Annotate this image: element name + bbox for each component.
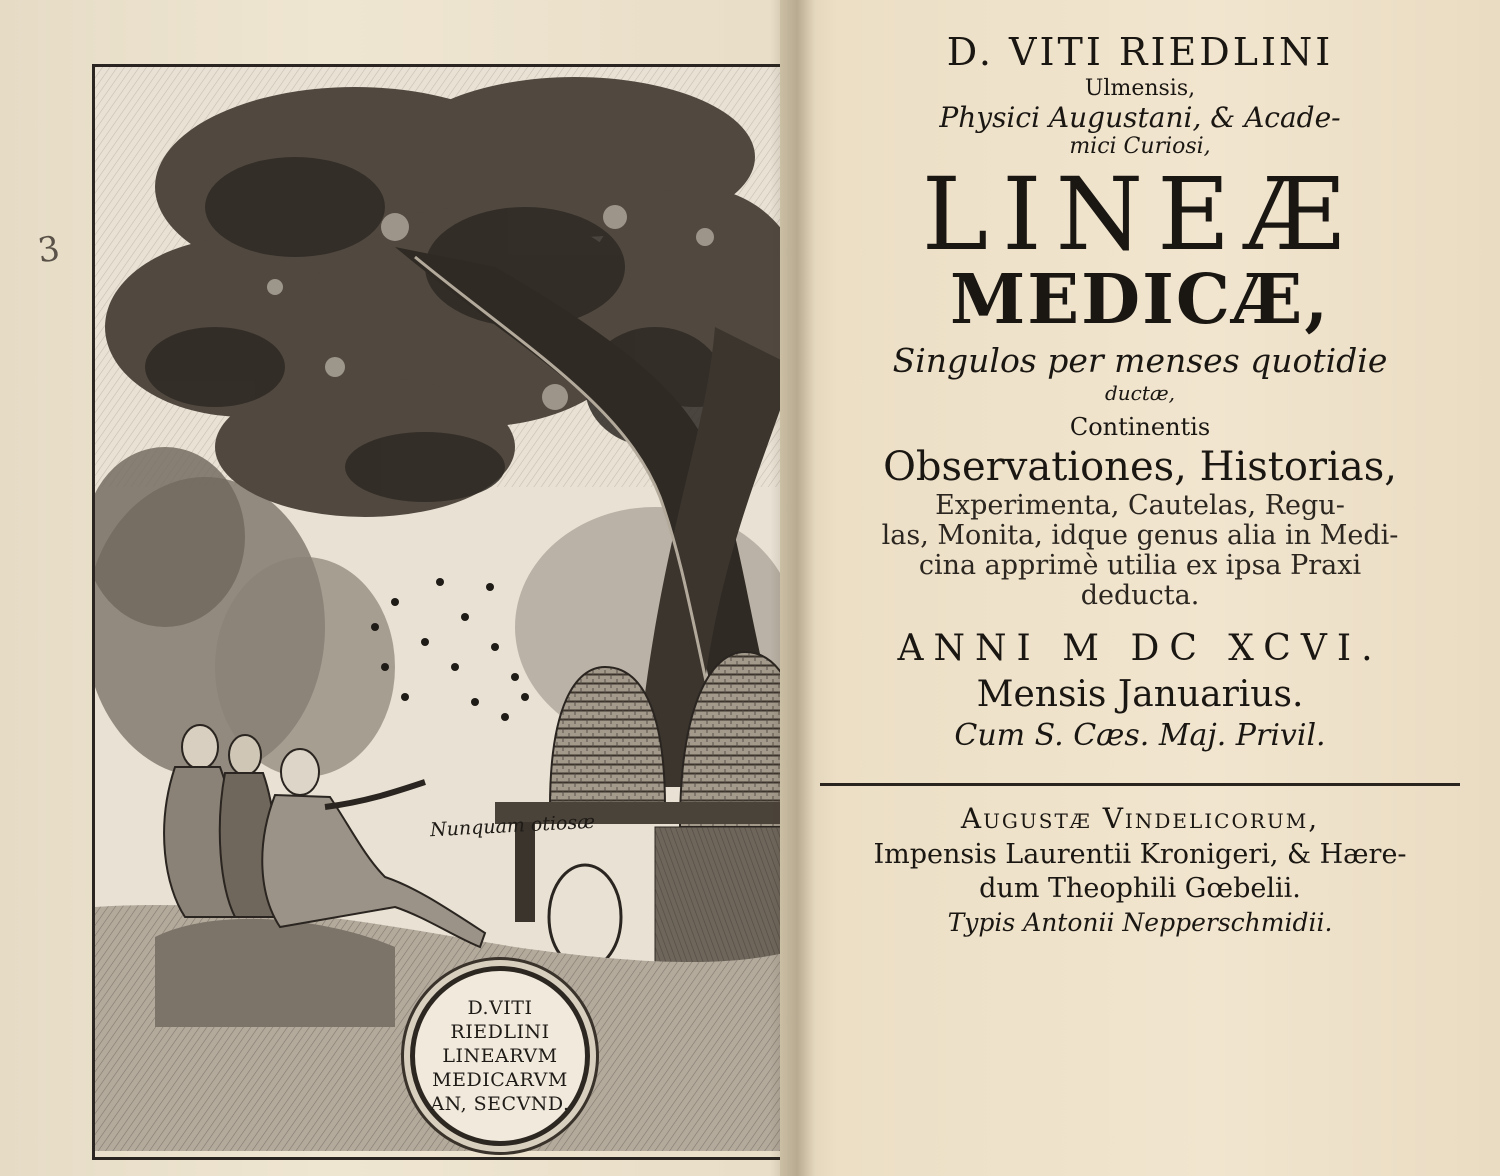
medallion-line: RIEDLINI	[450, 1021, 550, 1043]
engraving-medallion	[410, 966, 590, 1146]
publication-year: ANNI M DC XCVI.	[897, 628, 1383, 669]
contents-line: las, Monita, idque genus alia in Medi-	[881, 520, 1399, 551]
subtitle-line: Singulos per menses quotidie	[892, 341, 1388, 380]
medallion-line: MEDICARVM	[432, 1069, 568, 1091]
book-title-line: LINEÆ	[921, 156, 1359, 273]
contents-headline: Observationes, Historias,	[883, 444, 1397, 490]
medallion-line: AN, SECVND.	[430, 1093, 570, 1115]
title-page	[815, 22, 1465, 940]
contents-line: deducta.	[1080, 580, 1200, 611]
book-title-line: MEDICÆ,	[950, 260, 1330, 340]
medallion-line: LINEARVM	[442, 1045, 558, 1067]
publication-month: Mensis Januarius.	[976, 674, 1304, 715]
engraving-motto: Nunquam otiosæ	[429, 810, 596, 842]
printer-line: Typis Antonii Nepperschmidii.	[947, 908, 1333, 937]
imprint-line: Impensis Laurentii Kronigeri, & Hære-	[873, 839, 1407, 870]
author-origin: Ulmensis,	[1084, 76, 1196, 101]
author-role-line: mici Curiosi,	[1069, 134, 1211, 159]
contents-intro: Continentis	[1069, 413, 1211, 441]
page-number: 3	[35, 228, 63, 272]
contents-line: Experimenta, Cautelas, Regu-	[935, 490, 1345, 521]
author-name: D. VITI RIEDLINI	[946, 30, 1334, 74]
book-gutter	[770, 0, 815, 1176]
author-role-line: Physici Augustani, & Acade-	[939, 101, 1341, 134]
divider-rule	[820, 783, 1460, 786]
imprint-line: dum Theophili Gœbelii.	[979, 873, 1301, 904]
contents-line: cina apprimè utilia ex ipsa Praxi	[918, 550, 1362, 581]
imprint-place: Augustæ Vindelicorum,	[960, 802, 1320, 835]
privilege-line: Cum S. Cæs. Maj. Privil.	[954, 718, 1326, 753]
subtitle-line: ductæ,	[1104, 381, 1176, 405]
medallion-line: D.VITI	[467, 997, 533, 1019]
